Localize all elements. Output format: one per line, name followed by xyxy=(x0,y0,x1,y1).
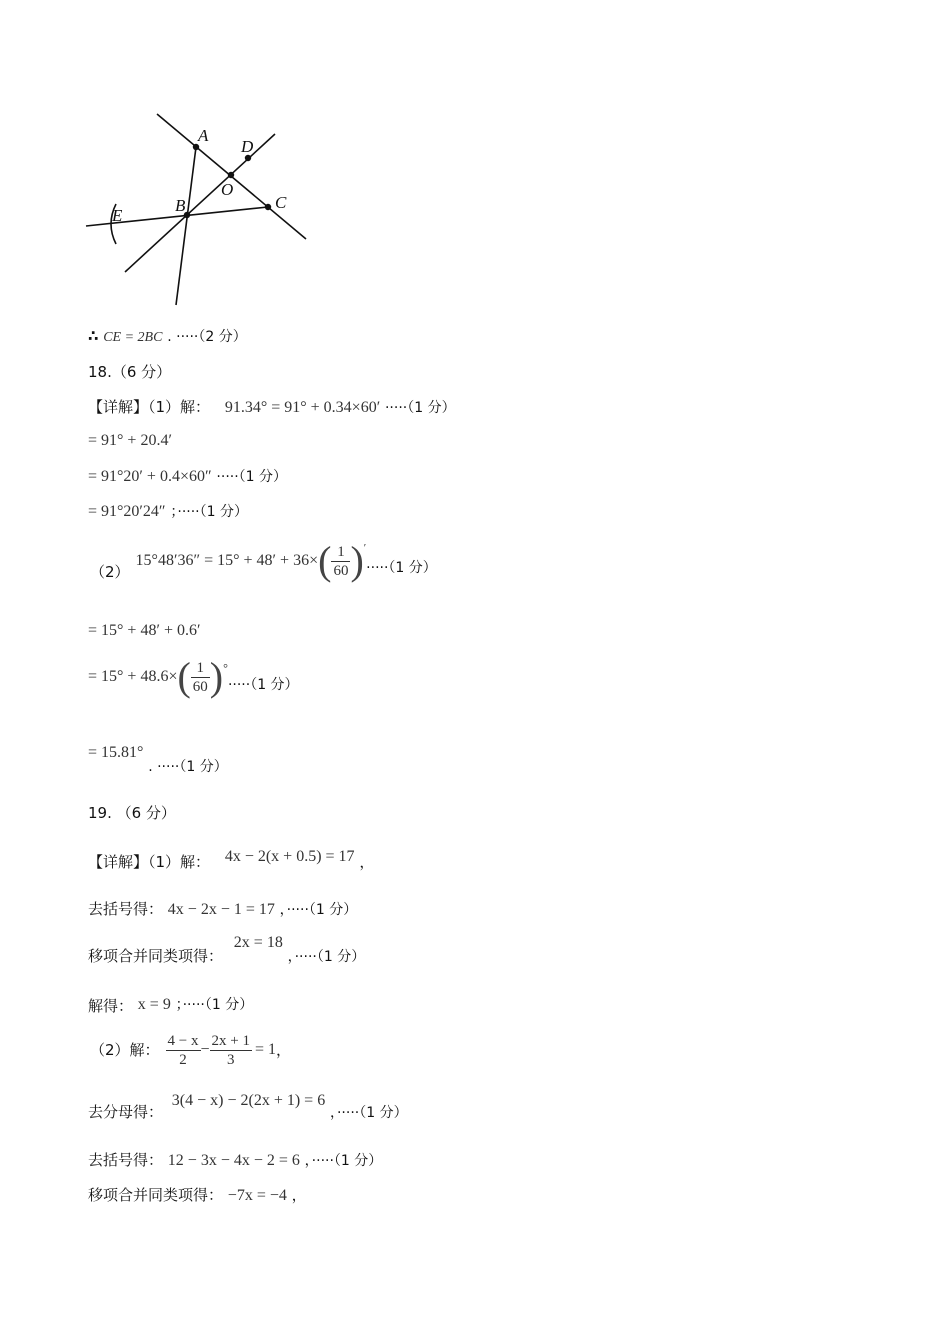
degree-mark: ° xyxy=(223,661,228,675)
label-c: C xyxy=(275,193,287,212)
paren-right: ) xyxy=(209,654,224,699)
label-a: A xyxy=(198,126,209,145)
q19-combine-label-2: 移项合并同类项得： xyxy=(88,1186,224,1204)
q18-part1-math2: = 91° + 20.4′ xyxy=(88,432,172,449)
q19-expand-label-2: 去括号得： xyxy=(88,1151,164,1169)
q19-part2-math4: −7x = −4 xyxy=(227,1187,287,1204)
fraction-denominator: 60 xyxy=(192,678,208,695)
equals-one: = 1 xyxy=(255,1041,277,1058)
label-e: E xyxy=(112,206,123,225)
q19-part1-score3: ，·····（1 分） xyxy=(287,949,366,965)
q19-part1-score4: ；·····（1 分） xyxy=(175,997,254,1013)
fraction-denominator: 2 xyxy=(179,1051,187,1068)
q19-part1-math1: 4x − 2(x + 0.5) = 17 xyxy=(224,848,355,865)
conclusion-line xyxy=(88,326,247,348)
q18-part2-math3: = 15° + 48.6× xyxy=(88,668,178,685)
fraction-denominator: 3 xyxy=(227,1051,235,1068)
paren-right: ) xyxy=(350,538,364,583)
q18-part2-line3 xyxy=(88,654,299,700)
q18-part2-math2: = 15° + 48′ + 0.6′ xyxy=(88,622,201,639)
q18-part2-line4 xyxy=(88,742,228,775)
label-d: D xyxy=(241,137,254,156)
fraction-1-60 xyxy=(331,543,350,580)
q19-detail-label: 【详解】（1）解： xyxy=(88,853,211,871)
minus-sign: − xyxy=(200,1041,210,1058)
q19-part1-comma: ， xyxy=(359,853,375,871)
point-c xyxy=(265,204,271,210)
fraction-numerator: 4 − x xyxy=(167,1032,199,1049)
paren-left: ( xyxy=(177,654,191,699)
label-o: O xyxy=(221,180,234,199)
fraction-numerator: 1 xyxy=(331,543,350,562)
q19-part2-line3 xyxy=(88,1150,382,1171)
conclusion-score: . ·····（2 分） xyxy=(167,329,247,345)
q19-part2-score3: ，·····（1 分） xyxy=(304,1153,383,1169)
q18-part2-label: （2） xyxy=(90,563,130,581)
q19-part1-line3 xyxy=(88,932,366,965)
q19-part2-line2 xyxy=(88,1090,408,1121)
therefore-symbol: ∴ xyxy=(88,327,99,345)
q18-detail-label: 【详解】（1）解： xyxy=(88,398,211,416)
fraction-denominator: 60 xyxy=(333,562,349,579)
q19-part2-label: （2）解： xyxy=(90,1041,160,1059)
q18-part2-math1: 15°48′36″ = 15° + 48′ + 36× xyxy=(135,552,319,569)
q19-part1-math4: x = 9 xyxy=(137,996,171,1013)
conclusion-math: CE = 2BC xyxy=(103,330,163,345)
q18-part1-math3: = 91°20′ + 0.4×60″ xyxy=(88,468,212,485)
label-b: B xyxy=(175,196,186,215)
q18-part1-score1: ·····（1 分） xyxy=(384,400,456,416)
q18-part1-math4: = 91°20′24″ xyxy=(88,503,166,520)
q18-part2-score1: ·····（1 分） xyxy=(366,560,437,576)
question-19-heading: 19. （6 分） xyxy=(88,804,176,822)
q18-part1-score3: ·····（1 分） xyxy=(216,469,288,485)
q19-expand-label: 去括号得： xyxy=(88,900,164,918)
q18-part1-math1: 91.34° = 91° + 0.34×60′ xyxy=(224,399,381,416)
q19-part2-comma-2: ， xyxy=(291,1186,307,1204)
line-ab xyxy=(176,147,196,305)
q19-combine-label: 移项合并同类项得： xyxy=(88,947,224,965)
fraction-4-minus-x-over-2 xyxy=(166,1032,201,1069)
fraction-numerator: 1 xyxy=(191,659,210,678)
fraction-numerator: 2x + 1 xyxy=(211,1032,251,1049)
point-o xyxy=(228,172,234,178)
fraction-2x-plus-1-over-3 xyxy=(210,1032,252,1069)
q18-part2-math4: = 15.81° xyxy=(88,744,144,761)
minute-mark: ′ xyxy=(363,542,367,554)
q18-part2-line1 xyxy=(90,538,437,584)
q18-part1-line1 xyxy=(88,397,456,418)
paren-left: ( xyxy=(318,538,332,583)
q19-part1-score2: ，·····（1 分） xyxy=(279,902,358,918)
q18-part2-score3: ·····（1 分） xyxy=(227,677,299,693)
fraction-1-60 xyxy=(191,659,210,696)
q18-part1-score4: ；·····（1 分） xyxy=(170,504,248,520)
q18-part2-score4: . ·····（1 分） xyxy=(148,759,228,775)
q19-part2-line1 xyxy=(90,1028,291,1072)
q19-part1-line1 xyxy=(88,846,375,871)
q18-part2-line2 xyxy=(88,620,200,641)
q18-part1-line4 xyxy=(88,501,248,522)
question-18-heading: 18.（6 分） xyxy=(88,363,172,381)
q19-part2-comma: ， xyxy=(276,1041,292,1059)
geometry-figure xyxy=(0,0,330,320)
q19-part1-math2: 4x − 2x − 1 = 17 xyxy=(167,901,275,918)
q19-solve-label: 解得： xyxy=(88,997,134,1015)
q19-part1-line2 xyxy=(88,899,357,920)
q19-part1-math3: 2x = 18 xyxy=(233,934,283,951)
q19-part1-line4 xyxy=(88,994,253,1015)
q19-part2-score2: ，·····（1 分） xyxy=(329,1105,408,1121)
q18-part1-line2 xyxy=(88,430,172,451)
q19-part2-line4 xyxy=(88,1185,307,1206)
q19-denominator-label: 去分母得： xyxy=(88,1103,164,1121)
q19-part2-math2: 3(4 − x) − 2(2x + 1) = 6 xyxy=(171,1092,326,1109)
q19-part2-math3: 12 − 3x − 4x − 2 = 6 xyxy=(167,1152,300,1169)
q18-part1-line3 xyxy=(88,466,287,487)
